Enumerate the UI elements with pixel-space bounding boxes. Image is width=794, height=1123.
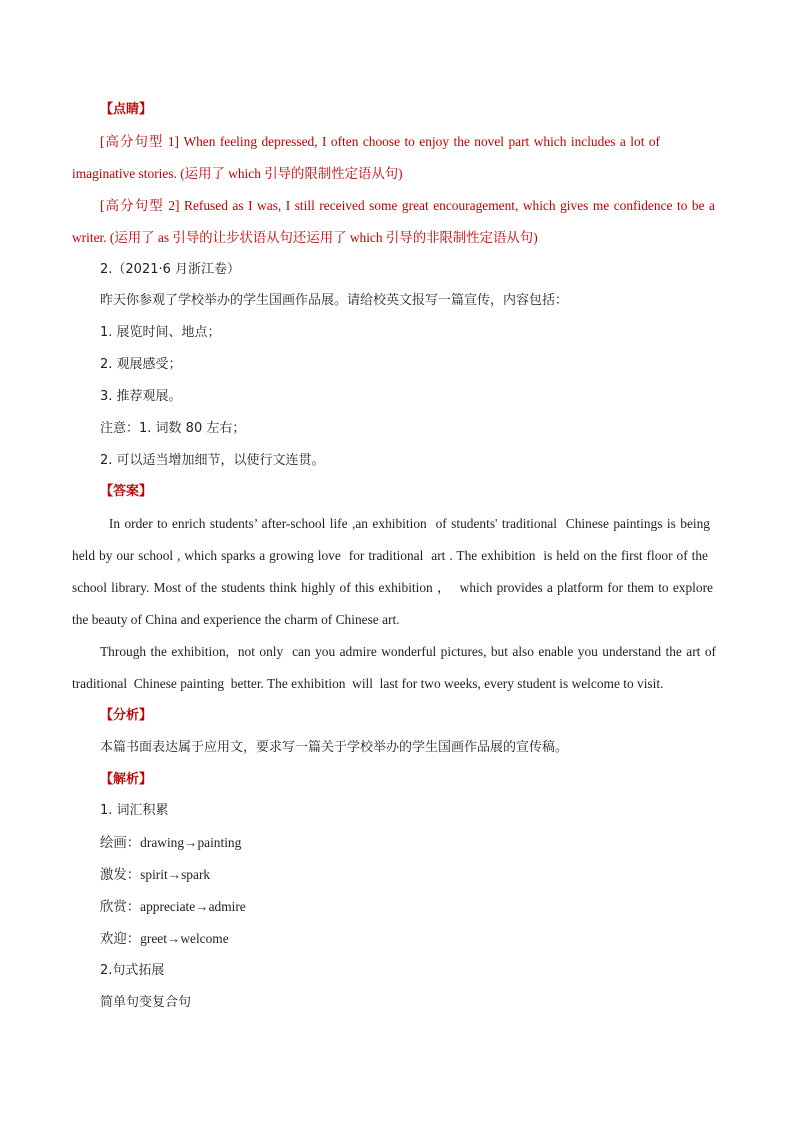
answer-p1-line-2: held by our school , which sparks a growing love for traditional art . The exhibition is held on the first floor of the (72, 548, 708, 563)
analysis-text: 本篇书面表达属于应用文，要求写一篇关于学校举办的学生国画作品展的宣传稿。 (100, 740, 569, 755)
vocab-item-3: 欣赏：appreciate→admire (100, 899, 246, 914)
sentence-1-line-1: [高分句型 1] When feeling depressed, I often choose to enjoy the novel part which includes a lot of (100, 134, 660, 149)
sentence-2-line-1: [高分句型 2] Refused as I was, I still received some great encouragement, which gives me confidence to be a (100, 198, 715, 213)
answer-p2-line-1: Through the exhibition, not only can you admire wonderful pictures, but also enable you understand the art of (100, 644, 716, 659)
answer-p1-line-3: school library. Most of the students think highly of this exhibition ， which provides a platform for them to explore (72, 580, 713, 595)
analysis-heading: 【分析】 (100, 708, 153, 723)
sentence-2-line-2: writer. (运用了 as 引导的让步状语从句还运用了 which 引导的非限制性定语从句) (72, 230, 538, 245)
requirement-item-1: 1. 展览时间、地点； (100, 325, 221, 340)
sentence-subitem: 简单句变复合句 (100, 995, 192, 1010)
vocab-item-4: 欢迎：greet→welcome (100, 931, 229, 946)
note-2: 2. 可以适当增加细节，以使行文连贯。 (100, 453, 325, 468)
answer-heading: 【答案】 (100, 484, 153, 499)
sentence-subheading: 2.句式拓展 (100, 963, 165, 978)
sentence-1-line-2: imaginative stories. (运用了 which 引导的限制性定语从句) (72, 166, 403, 181)
vocab-item-1: 绘画：drawing→painting (100, 835, 242, 850)
answer-p1-line-1: In order to enrich students’ after-school life ,an exhibition of students' traditional Chinese paintings is being (100, 516, 710, 531)
explanation-heading: 【解析】 (100, 772, 153, 787)
question-number: 2.（2021·6 月浙江卷） (100, 262, 241, 277)
dianjing-heading: 【点睛】 (100, 102, 153, 117)
requirement-item-3: 3. 推荐观展。 (100, 389, 182, 404)
note-1: 注意：1. 词数 80 左右； (100, 421, 246, 436)
requirement-item-2: 2. 观展感受； (100, 357, 182, 372)
vocab-item-2: 激发：spirit→spark (100, 867, 211, 882)
vocab-subheading: 1. 词汇积累 (100, 803, 169, 818)
answer-p1-line-4: the beauty of China and experience the charm of Chinese art. (72, 612, 400, 627)
answer-p2-line-2: traditional Chinese painting better. The exhibition will last for two weeks, every student is welcome to visit. (72, 676, 664, 691)
question-prompt: 昨天你参观了学校举办的学生国画作品展。请给校英文报写一篇宣传，内容包括： (100, 293, 569, 308)
